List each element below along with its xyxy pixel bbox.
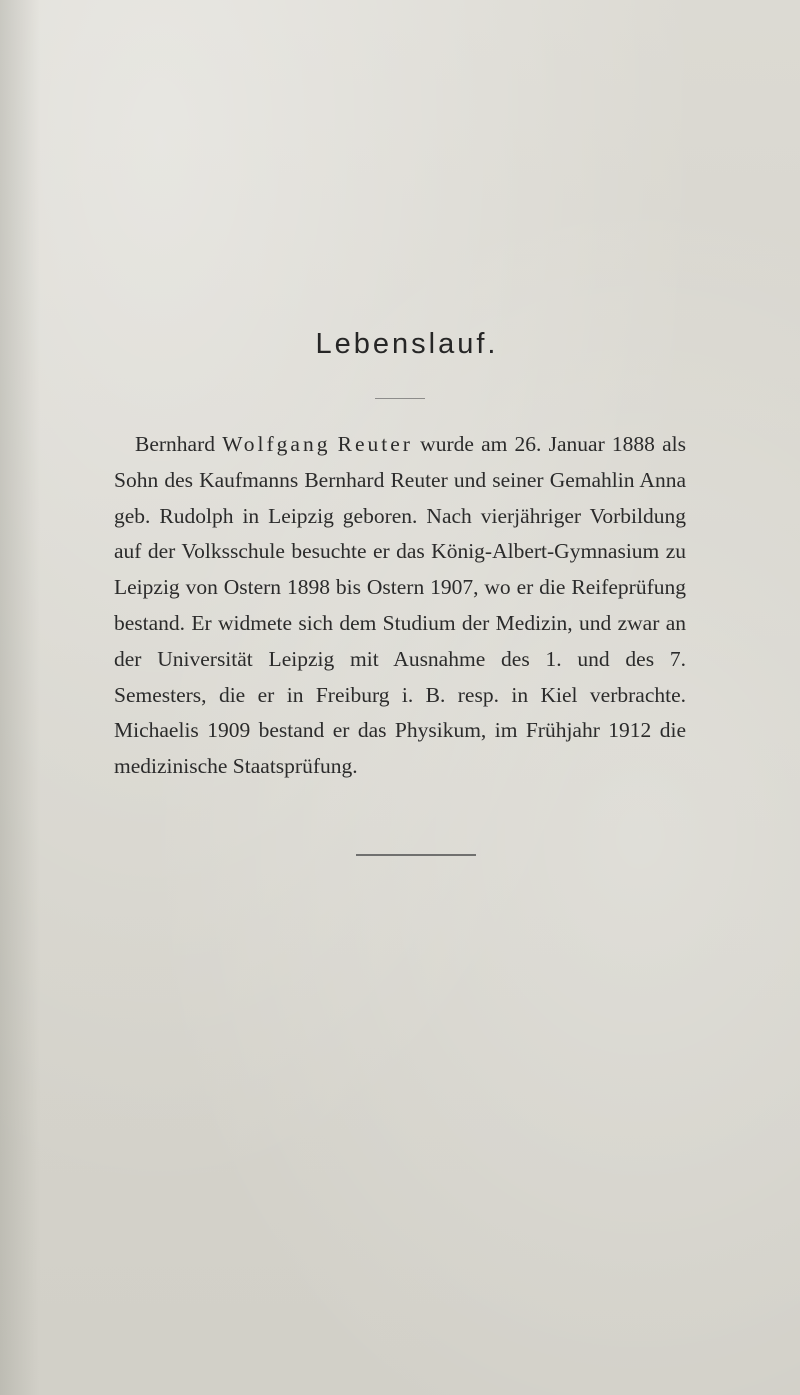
text-rest: wurde am 26. Januar 1888 als Sohn des Kaufmanns Bernhard Reuter und seiner Gemahlin Anna geb. Rudolph in Leipzig geboren. Nach vierjähriger Vorbildung auf der Volksschule besuchte er das König-Albert-Gymnasium zu Leipzig von Ostern 1898 bis Ostern 1907, wo er die Reifeprüfung bestand. Er widmete sich dem Studium der Medizin, und zwar an der Universität Leipzig mit Ausnahme des 1. und des 7. Semesters, die er in Freiburg i. B. resp. in Kiel verbrachte. Michaelis 1909 bestand er das Physikum, im Frühjahr 1912 die medizinische Staatsprüfung.	[114, 432, 687, 779]
page-edge-shadow	[0, 0, 40, 1395]
text-opening: Bernhard	[135, 432, 223, 456]
document-title: Lebenslauf.	[315, 328, 499, 360]
surname-spaced: Reuter	[337, 432, 413, 456]
first-name-spaced: Wolfgang	[222, 432, 331, 456]
closing-rule	[356, 854, 476, 856]
text-space	[330, 432, 337, 456]
title-underline-rule	[375, 398, 425, 399]
biography-paragraph	[114, 427, 686, 785]
biography-text	[114, 427, 686, 785]
